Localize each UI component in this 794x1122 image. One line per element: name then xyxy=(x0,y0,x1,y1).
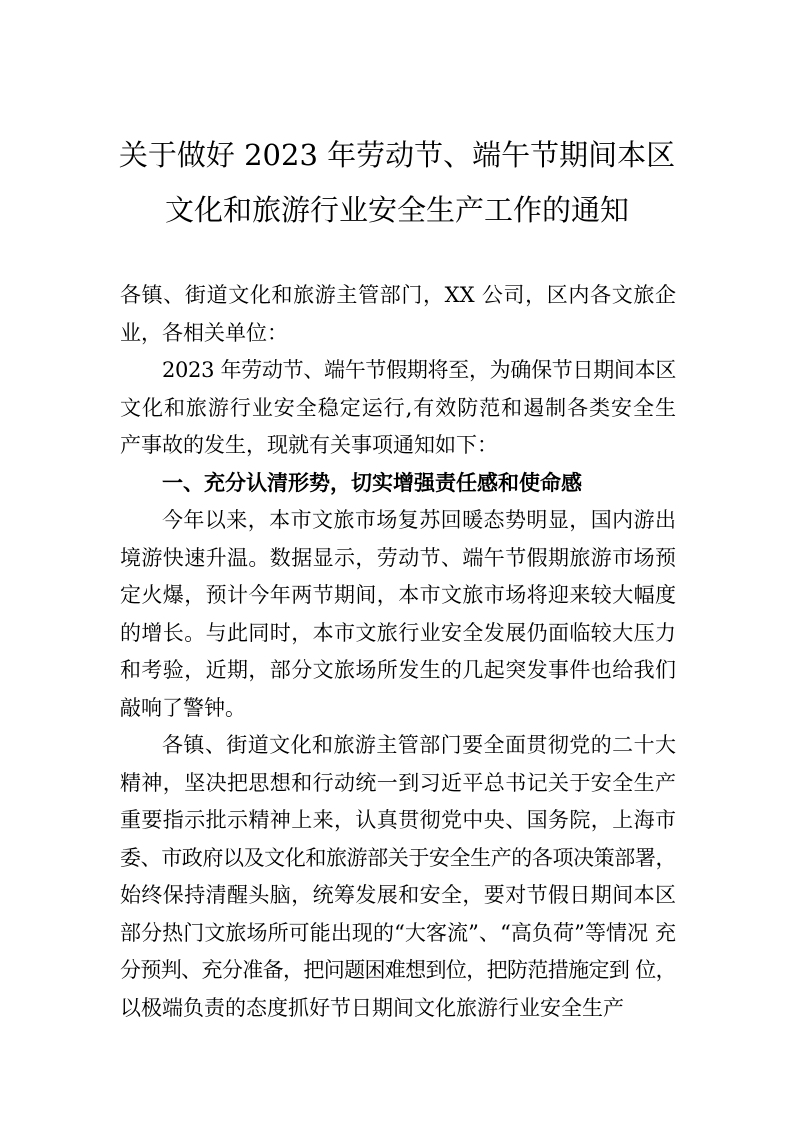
paragraph-line: 精神，坚决把思想和行动统一到习近平总书记关于安全生产 xyxy=(120,770,676,795)
paragraph-line: 定火爆，预计今年两节期间，本市文旅市场将迎来较大幅度 xyxy=(120,583,676,607)
section-heading: 一、充分认清形势，切实增强责任感和使命感 xyxy=(162,470,582,495)
paragraph-line: 各镇、街道文化和旅游主管部门要全面贯彻党的二十大 xyxy=(162,733,676,757)
paragraph-line: 今年以来，本市文旅市场复苏回暖态势明显，国内游出 xyxy=(162,508,676,532)
paragraph-line: 和考验，近期，部分文旅场所发生的几起突发事件也给我们 xyxy=(120,658,676,682)
title-line-2: 文化和旅游行业安全生产工作的通知 xyxy=(164,193,629,227)
paragraph-line: 以极端负责的态度抓好节日期间文化旅游行业安全生产 xyxy=(120,995,624,1020)
paragraph-line: 重要指示批示精神上来，认真贯彻党中央、国务院，上海市 xyxy=(120,808,676,832)
paragraph-line: 的增长。与此同时，本市文旅行业安全发展仍面临较大压力 xyxy=(120,620,676,645)
paragraph-line: 委、市政府以及文化和旅游部关于安全生产的各项决策部署， xyxy=(120,845,676,870)
intro-line: 2023 年劳动节、端午节假期将至，为确保节日期间本区 xyxy=(162,358,676,382)
document-body xyxy=(120,277,676,1027)
paragraph-line: 始终保持清醒头脑，统筹发展和安全，要对节假日期间本区 xyxy=(120,883,676,907)
intro-line: 产事故的发生，现就有关事项通知如下： xyxy=(120,433,498,457)
paragraph-line: 分预判、充分准备，把问题困难想到位，把防范措施定到 位， xyxy=(120,958,676,982)
paragraph-line: 敲响了警钟。 xyxy=(120,695,246,720)
paragraph-line: 境游快速升温。数据显示，劳动节、端午节假期旅游市场预 xyxy=(120,545,676,570)
salutation-line: 各镇、街道文化和旅游主管部门，XX 公司，区内各文旅企 xyxy=(120,283,676,307)
title-line-1: 关于做好 2023 年劳动节、端午节期间本区 xyxy=(118,138,676,172)
intro-line: 文化和旅游行业安全稳定运行,有效防范和遏制各类安全生 xyxy=(120,395,676,420)
paragraph-line: 部分热门文旅场所可能出现的“大客流”、“高负荷”等情况 充 xyxy=(120,920,676,945)
salutation-line: 业，各相关单位： xyxy=(120,320,288,345)
document-title xyxy=(0,128,794,238)
